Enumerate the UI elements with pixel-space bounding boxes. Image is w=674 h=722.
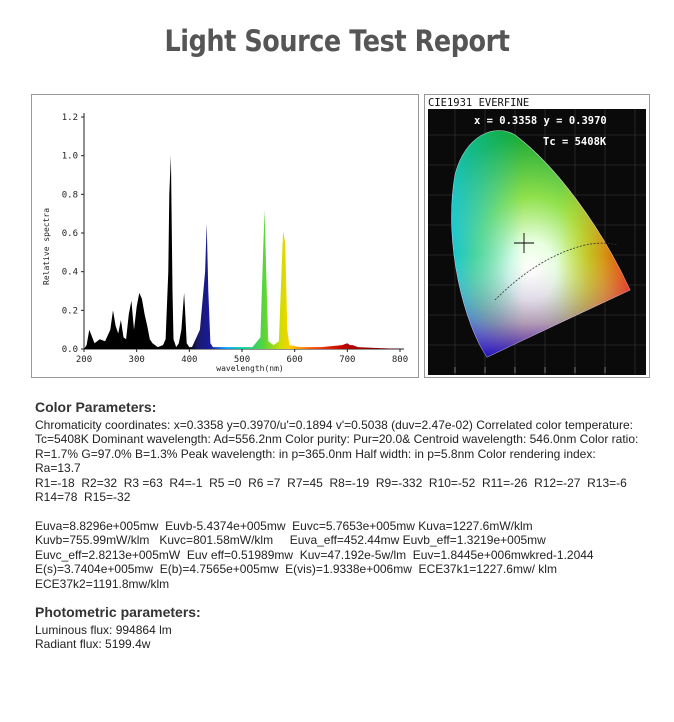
y-tick-label: 0.2 <box>61 306 78 317</box>
x-tick-label: 600 <box>286 355 303 365</box>
color-parameters-section <box>35 400 640 591</box>
cie-tc: Tc = 5408K <box>543 136 607 148</box>
y-tick-label: 1.0 <box>61 151 78 162</box>
ri-values-line-2: R14=78 R15=-32 <box>35 490 131 504</box>
color-parameters-text: Chromaticity coordinates: x=0.3358 y=0.3970/u'=0.1894 v'=0.5038 (duv=2.47e-02) Correlated color temperature: Tc=5408K Dominant wavelength: Ad=556.2nm Color purity: Pur=20.0& Centroid wavelength: 546.0nm Color ratio: R=1.7% G=97.0% B=1.3% Peak wavelength: in p=365.0nm Half width: in p=5.8nm Color rendering index: Ra=13.7 <box>35 417 639 475</box>
x-tick-label: 800 <box>391 355 409 365</box>
y-tick-label: 0.0 <box>61 345 78 355</box>
cie-diagram <box>425 95 649 377</box>
uv-line-1: Euva=8.8296e+005mw Euvb-5.4374e+005mw Euvc=5.7653e+005mw Kuva=1227.6mW/klm <box>35 518 533 533</box>
color-parameters-heading: Color Parameters: <box>35 399 157 415</box>
radiant-flux: Radiant flux: 5199.4w <box>35 637 151 651</box>
cie-diagram-panel <box>424 94 650 378</box>
spectrum-xlabel: wavelength(nm) <box>216 364 284 373</box>
report-title: Light Source Test Report <box>164 24 510 58</box>
y-tick-label: 1.2 <box>61 113 78 123</box>
ri-values-line-1: R1=-18 R2=32 R3 =63 R4=-1 R5 =0 R6 =7 R7=45 R8=-19 R9=-332 R10=-52 R11=-26 R12=-27 R13=-6 <box>35 475 627 490</box>
x-tick-label: 300 <box>128 355 145 365</box>
uv-line-5: ECE37k2=1191.8mw/klm <box>35 576 170 591</box>
cie-title: CIE1931 EVERFINE <box>428 97 530 109</box>
spectrum-area <box>84 156 400 349</box>
y-tick-label: 0.4 <box>61 267 78 278</box>
luminous-flux: Luminous flux: 994864 lm <box>35 622 172 637</box>
y-tick-label: 0.6 <box>61 229 78 239</box>
x-tick-label: 400 <box>181 355 198 365</box>
photometric-heading: Photometric parameters: <box>35 604 201 620</box>
spectrum-ylabel: Relative spectra <box>42 207 51 285</box>
uv-line-3: Euvc_eff=2.8213e+005mW Euv eff=0.51989mw Kuv=47.192e-5w/lm Euv=1.8445e+006mwkred-1.2044 <box>35 547 594 562</box>
spectrum-chart-panel <box>31 94 419 378</box>
uv-line-2: Kuvb=755.99mW/klm Kuvc=801.58mW/klm Euva_eff=452.44mw Euvb_eff=1.3219e+005mw <box>35 533 546 547</box>
y-tick-label: 0.8 <box>61 190 78 201</box>
x-tick-label: 700 <box>339 355 356 365</box>
x-tick-label: 200 <box>75 355 93 365</box>
spectrum-chart <box>32 95 418 377</box>
x-tick-label: 500 <box>233 355 251 365</box>
photometric-section <box>35 605 640 652</box>
uv-line-4: E(s)=3.7404e+005mw E(b)=4.7565e+005mw E(vis)=1.9338e+006mw ECE37k1=1227.6mw/ klm <box>35 562 557 576</box>
cie-coords: x = 0.3358 y = 0.3970 <box>474 115 607 127</box>
